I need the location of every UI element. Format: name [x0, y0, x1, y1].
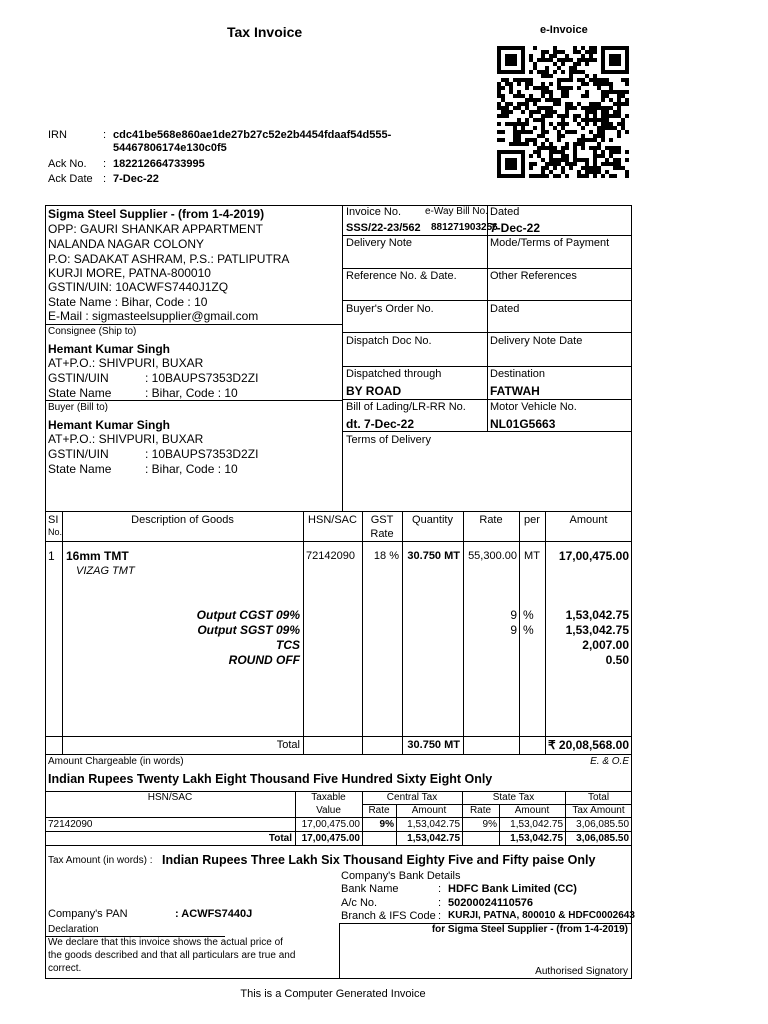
- irn-value-line2: 54467806174e130c0f5: [113, 142, 227, 154]
- dispatch-doc-label: Dispatch Doc No.: [346, 335, 432, 347]
- tax-col-c-amount: Amount: [411, 805, 447, 816]
- tax-col-state: State Tax: [492, 792, 535, 803]
- dispatched-through-value: BY ROAD: [346, 384, 402, 398]
- tax-col-s-rate: Rate: [469, 805, 492, 816]
- destination-value: FATWAH: [490, 384, 540, 398]
- motor-vehicle-label: Motor Vehicle No.: [490, 401, 577, 413]
- consignee-state-label: State Name: [48, 386, 112, 400]
- ack-date-value: 7-Dec-22: [113, 173, 159, 185]
- charge-label: TCS: [276, 638, 300, 652]
- charge-label: ROUND OFF: [228, 653, 300, 667]
- total-label: Total: [276, 739, 300, 751]
- charge-label: Output SGST 09%: [197, 623, 300, 637]
- declaration-line: the goods described and that all particulars are true and: [48, 950, 296, 961]
- reference-label: Reference No. & Date.: [346, 270, 457, 282]
- col-description: Description of Goods: [131, 514, 234, 526]
- tax-col-taxable: Taxable: [311, 792, 346, 803]
- other-references-label: Other References: [490, 270, 577, 282]
- pan-value: : ACWFS7440J: [175, 908, 253, 920]
- col-hsn: HSN/SAC: [308, 514, 357, 526]
- branch-label: Branch & IFS Code: [341, 910, 436, 922]
- mode-terms-label: Mode/Terms of Payment: [490, 237, 610, 249]
- item-hsn: 72142090: [306, 550, 355, 562]
- footer-text: This is a Computer Generated Invoice: [240, 988, 426, 1000]
- acno-value: 50200024110576: [448, 897, 534, 909]
- invoice-no-label: Invoice No.: [346, 206, 402, 218]
- charge-per: %: [523, 623, 534, 637]
- dated-label: Dated: [490, 206, 520, 218]
- ack-no-label: Ack No.: [48, 158, 87, 170]
- buyer-name: Hemant Kumar Singh: [48, 418, 171, 432]
- item-si: 1: [48, 549, 55, 563]
- eway-no-value: 881271903256: [431, 222, 498, 233]
- tax-total-total: 3,06,085.50: [576, 833, 629, 844]
- tax-row-total: 3,06,085.50: [576, 819, 629, 830]
- tax-row-hsn: 72142090: [48, 819, 93, 830]
- tax-col-total: Total: [587, 792, 610, 803]
- eoe-label: E. & O.E: [590, 756, 629, 767]
- pan-label: Company's PAN: [48, 908, 128, 920]
- motor-vehicle-value: NL01G5663: [490, 417, 556, 431]
- seller-gstin: GSTIN/UIN: 10ACWFS7440J1ZQ: [48, 280, 229, 294]
- destination-label: Destination: [490, 368, 546, 380]
- consignee-label: Consignee (Ship to): [48, 326, 137, 337]
- tax-row-taxable: 17,00,475.00: [301, 819, 360, 830]
- tax-row-c-amount: 1,53,042.75: [407, 819, 460, 830]
- item-rate: 55,300.00: [468, 550, 517, 562]
- invoice-no-value: SSS/22-23/562: [346, 222, 421, 234]
- acno-sep: :: [438, 897, 442, 909]
- branch-sep: :: [438, 910, 442, 922]
- bank-name-label: Bank Name: [341, 883, 399, 895]
- seller-line: OPP: GAURI SHANKAR APPARTMENT: [48, 222, 263, 236]
- bank-name-value: HDFC Bank Limited (CC): [448, 883, 577, 895]
- seller-line: KURJI MORE, PATNA-800010: [48, 266, 211, 280]
- acno-label: A/c No.: [341, 897, 378, 909]
- seller-name: Sigma Steel Supplier - (from 1-4-2019): [48, 207, 265, 221]
- ack-no-value: 182212664733995: [113, 158, 205, 170]
- charge-amount: 1,53,042.75: [565, 608, 629, 622]
- tax-col-s-amount: Amount: [514, 805, 550, 816]
- buyers-order-label: Buyer's Order No.: [346, 303, 434, 315]
- declaration-label: Declaration: [48, 924, 99, 935]
- seller-line: NALANDA NAGAR COLONY: [48, 237, 205, 251]
- dispatched-through-label: Dispatched through: [346, 368, 442, 380]
- bank-heading: Company's Bank Details: [341, 870, 461, 882]
- buyer-state: : Bihar, Code : 10: [145, 462, 238, 476]
- col-no: No.: [48, 527, 63, 537]
- amount-words-label: Amount Chargeable (in words): [48, 756, 184, 767]
- irn-label: IRN: [48, 129, 67, 141]
- ack-date-label: Ack Date: [48, 173, 93, 185]
- ack-date-sep: :: [103, 173, 107, 185]
- item-quantity: 30.750 MT: [407, 550, 460, 562]
- buyer-gstin-label: GSTIN/UIN: [48, 447, 109, 461]
- tax-col-value: Value: [316, 805, 341, 816]
- tax-total-c-amount: 1,53,042.75: [407, 833, 460, 844]
- signature-for: for Sigma Steel Supplier - (from 1-4-2019): [431, 924, 628, 935]
- tax-row-s-rate: 9%: [482, 819, 497, 830]
- seller-state: State Name : Bihar, Code : 10: [48, 295, 208, 309]
- tax-col-hsn: HSN/SAC: [147, 792, 193, 803]
- consignee-gstin-label: GSTIN/UIN: [48, 371, 109, 385]
- tax-words-label: Tax Amount (in words) :: [48, 855, 153, 866]
- charge-per: %: [523, 608, 534, 622]
- charge-label: Output CGST 09%: [196, 608, 300, 622]
- col-si: SI: [48, 514, 59, 526]
- terms-of-delivery-label: Terms of Delivery: [346, 434, 431, 446]
- bill-lading-value: dt. 7-Dec-22: [346, 417, 415, 431]
- eway-label: e-Way Bill No.: [425, 206, 488, 217]
- tax-row-c-rate: 9%: [379, 819, 394, 830]
- charge-rate: 9: [510, 608, 517, 622]
- col-quantity: Quantity: [412, 514, 453, 526]
- total-quantity: 30.750 MT: [407, 739, 460, 751]
- tax-total-s-amount: 1,53,042.75: [510, 833, 563, 844]
- item-per: MT: [524, 550, 540, 562]
- total-amount: ₹ 20,08,568.00: [547, 738, 629, 752]
- amount-words: Indian Rupees Twenty Lakh Eight Thousand Five Hundred Sixty Eight Only: [48, 772, 493, 786]
- charge-amount: 1,53,042.75: [565, 623, 629, 637]
- declaration-line: correct.: [48, 963, 82, 974]
- tax-col-central: Central Tax: [386, 792, 438, 803]
- col-per: per: [524, 514, 540, 526]
- delivery-note-date-label: Delivery Note Date: [490, 335, 583, 347]
- seller-email: E-Mail : sigmasteelsupplier@gmail.com: [48, 309, 259, 323]
- seller-line: P.O: SADAKAT ASHRAM, P.S.: PATLIPUTRA: [48, 252, 290, 266]
- buyer-gstin: : 10BAUPS7353D2ZI: [145, 447, 259, 461]
- col-rate: Rate: [479, 514, 503, 526]
- consignee-gstin: : 10BAUPS7353D2ZI: [145, 371, 259, 385]
- item-gst: 18 %: [373, 550, 399, 562]
- delivery-note-label: Delivery Note: [346, 237, 413, 249]
- order-dated-label: Dated: [490, 303, 520, 315]
- tax-row-s-amount: 1,53,042.75: [510, 819, 563, 830]
- buyer-state-label: State Name: [48, 462, 112, 476]
- dated-value: 7-Dec-22: [490, 221, 541, 235]
- tax-col-tax-amount: Tax Amount: [572, 805, 625, 816]
- item-amount: 17,00,475.00: [558, 549, 629, 563]
- qr-code-icon: [497, 46, 629, 178]
- buyer-label: Buyer (Bill to): [48, 402, 109, 413]
- item-subtitle: VIZAG TMT: [76, 565, 135, 577]
- col-gst: GST: [370, 514, 394, 526]
- charge-amount: 2,007.00: [582, 638, 629, 652]
- charge-rate: 9: [510, 623, 517, 637]
- bank-name-sep: :: [438, 883, 442, 895]
- col-amount: Amount: [569, 514, 608, 526]
- tax-words: Indian Rupees Three Lakh Six Thousand Eighty Five and Fifty paise Only: [162, 853, 596, 867]
- branch-value: KURJI, PATNA, 800010 & HDFC0002643: [448, 910, 635, 921]
- declaration-line: We declare that this invoice shows the actual price of: [48, 937, 283, 948]
- tax-total-label: Total: [268, 833, 292, 844]
- irn-value-line1: cdc41be568e860ae1de27b27c52e2b4454fdaaf54d555-: [113, 129, 392, 141]
- page-title: Tax Invoice: [227, 24, 303, 40]
- col-gst-rate: Rate: [370, 528, 394, 540]
- ack-no-sep: :: [103, 158, 107, 170]
- tax-total-taxable: 17,00,475.00: [301, 833, 360, 844]
- tax-col-c-rate: Rate: [368, 805, 390, 816]
- irn-sep: :: [103, 129, 107, 141]
- consignee-state: : Bihar, Code : 10: [145, 386, 238, 400]
- item-name: 16mm TMT: [66, 549, 129, 563]
- bill-lading-label: Bill of Lading/LR-RR No.: [346, 401, 466, 413]
- consignee-address: AT+P.O.: SHIVPURI, BUXAR: [48, 356, 204, 370]
- authorised-signatory: Authorised Signatory: [535, 966, 628, 977]
- charge-amount: 0.50: [605, 653, 629, 667]
- buyer-address: AT+P.O.: SHIVPURI, BUXAR: [48, 432, 204, 446]
- consignee-name: Hemant Kumar Singh: [48, 342, 171, 356]
- einvoice-label: e-Invoice: [540, 24, 588, 36]
